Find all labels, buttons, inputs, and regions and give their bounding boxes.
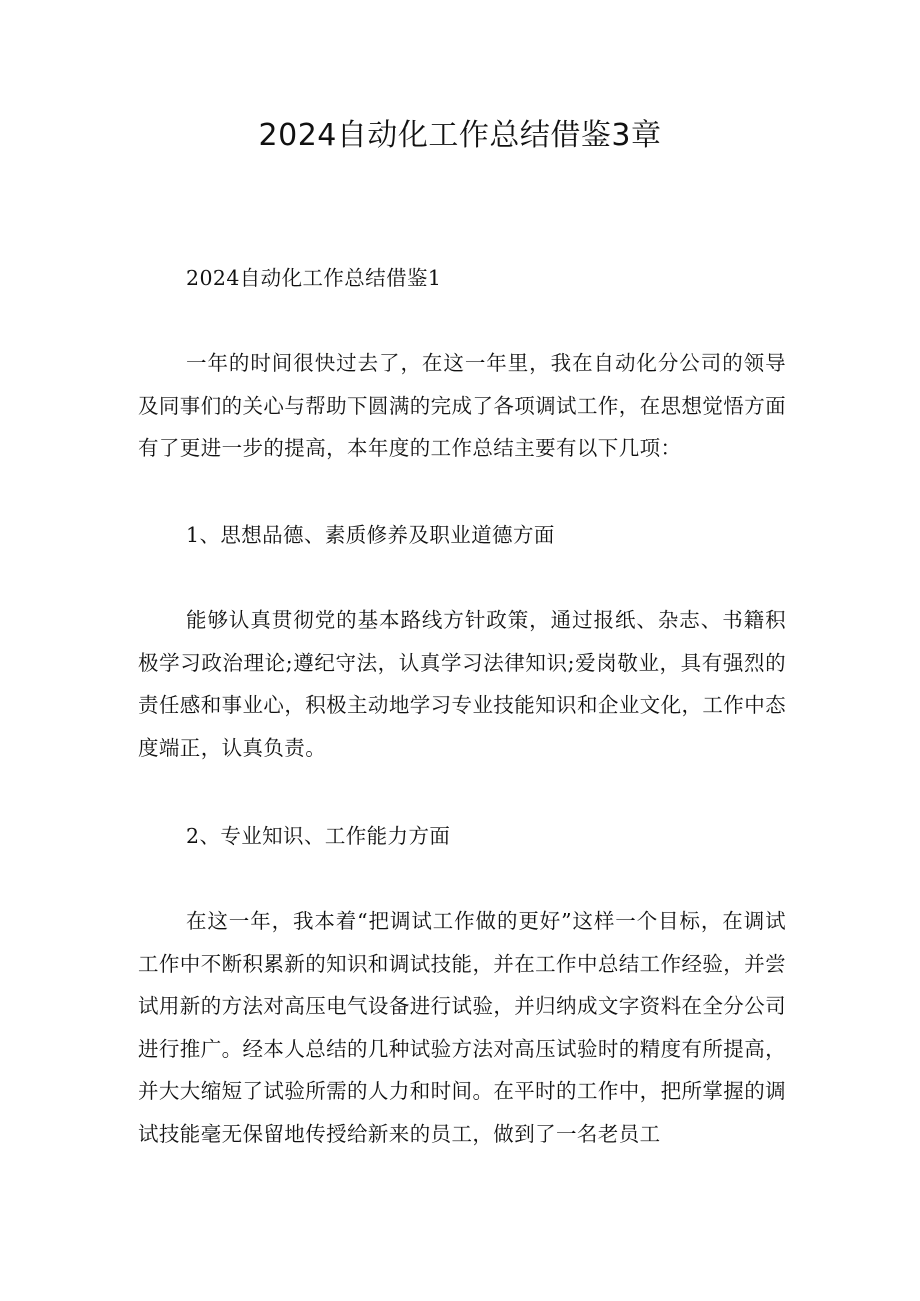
document-title: 2024自动化工作总结借鉴3章 xyxy=(258,118,662,153)
intro-paragraph: 一年的时间很快过去了，在这一年里，我在自动化分公司的领导及同事们的关心与帮助下圆满的完成了各项调试工作，在思想觉悟方面有了更进一步的提高，本年度的工作总结主要有以下几项： xyxy=(138,351,786,460)
heading-2: 2、专业知识、工作能力方面 xyxy=(186,824,451,848)
paragraph-2: 在这一年，我本着“把调试工作做的更好”这样一个目标，在调试工作中不断积累新的知识和调试技能，并在工作中总结工作经验，并尝试用新的方法对高压电气设备进行试验，并归纳成文字资料在全分公司进行推广。经本人总结的几种试验方法对高压试验时的精度有所提高，并大大缩短了试验所需的人力和时间。在平时的工作中，把所掌握的调试技能毫无保留地传授给新来的员工，做到了一名老员工 xyxy=(138,909,786,1146)
paragraph-1: 能够认真贯彻党的基本路线方针政策，通过报纸、杂志、书籍积极学习政治理论;遵纪守法，认真学习法律知识;爱岗敬业，具有强烈的责任感和事业心，积极主动地学习专业技能知识和企业文化，工作中态度端正，认真负责。 xyxy=(138,608,786,760)
heading-1: 1、思想品德、素质修养及职业道德方面 xyxy=(186,523,555,547)
section-title: 2024自动化工作总结借鉴1 xyxy=(186,266,442,290)
